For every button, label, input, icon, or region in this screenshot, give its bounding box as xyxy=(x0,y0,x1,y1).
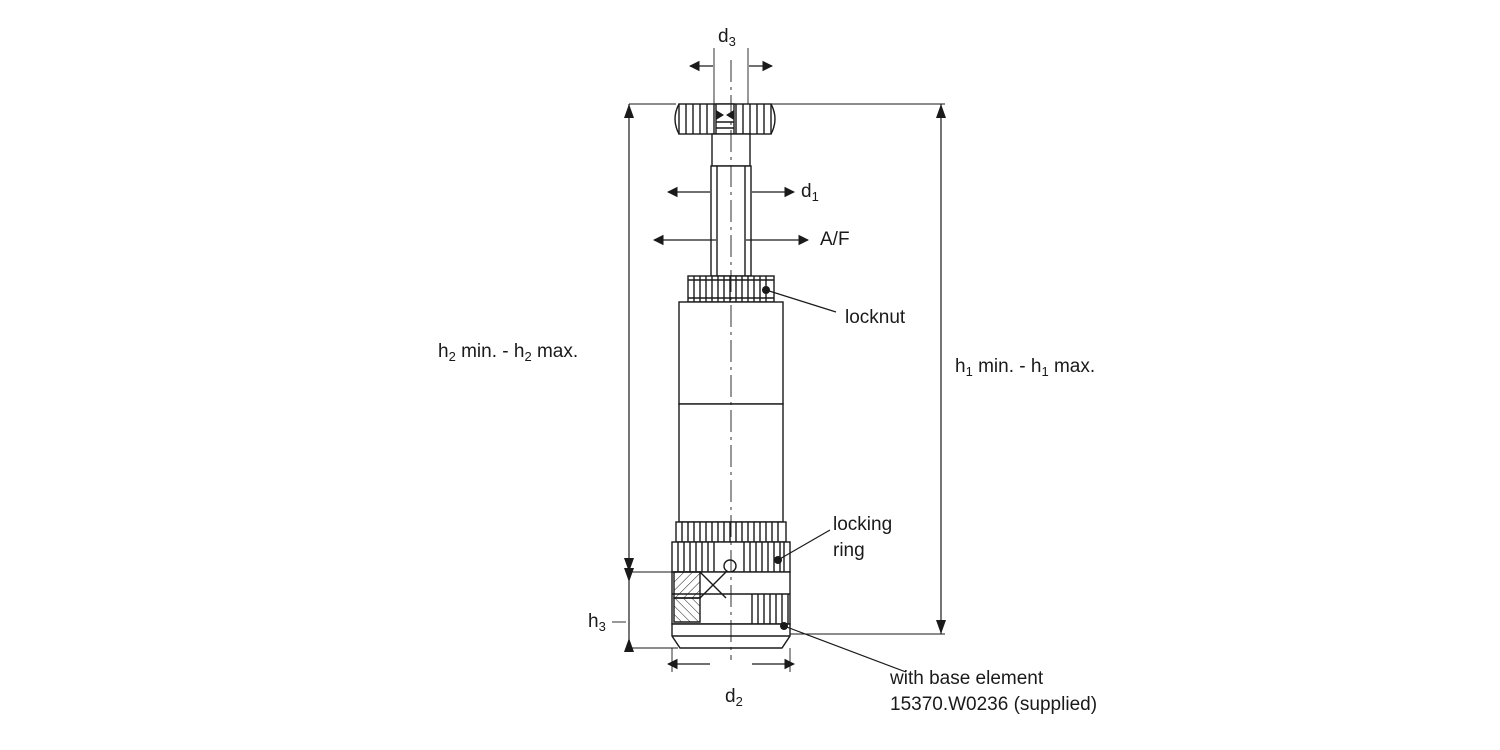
callout-base-element-line2: 15370.W0236 (supplied) xyxy=(890,693,1098,715)
label-d2: $d_2$ xyxy=(725,686,743,709)
label-h1-range: $h_1$ min. - $h_1$ max. xyxy=(955,356,1096,379)
callout-locking-ring-line1: locking xyxy=(833,514,893,535)
top-knob xyxy=(675,104,775,134)
callout-base-element-line1: with base element xyxy=(890,668,1044,689)
callout-locking-ring-line2: ring xyxy=(833,539,865,561)
callout-locking-ring xyxy=(833,512,892,563)
label-d3: $d_3$ xyxy=(718,26,736,49)
label-af: A/F xyxy=(820,229,850,250)
label-h3: $h_3$ xyxy=(588,611,606,634)
part-outline xyxy=(672,60,790,660)
label-d1: $d_1$ xyxy=(801,181,819,204)
callout-locknut: locknut xyxy=(845,307,906,328)
callout-base-element xyxy=(890,666,1097,717)
label-h2-range: $h_2$ min. - $h_2$ max. xyxy=(438,341,579,364)
